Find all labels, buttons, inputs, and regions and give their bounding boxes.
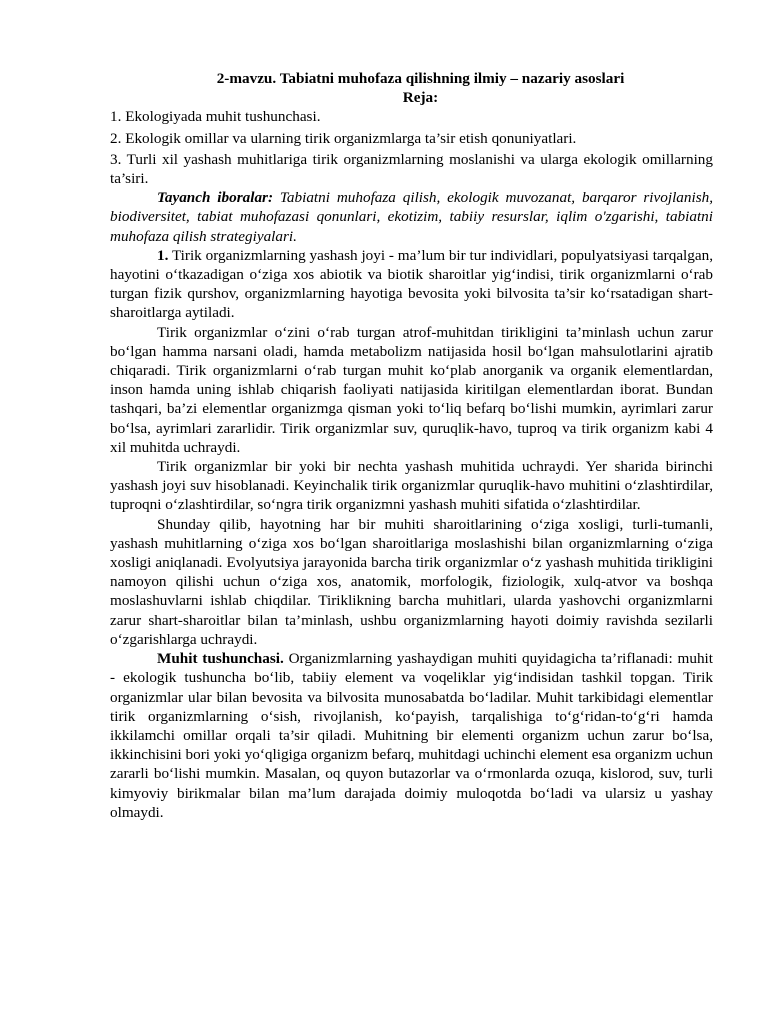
body-paragraph-1: Tirik organizmlar o‘zini o‘rab turgan atrof-muhitdan tirikligini ta’minlash uchun zarur bo‘lgan hamma narsani oladi, hamda metabolizm natijasida hosil bo‘lgan mahsulotlarini ajratib chiqaradi. Tirik organizmlarni o‘rab turgan muhit ko‘plab anorganik va organik elementlardan, inson hamda uning ishlab chiqarish faoliyati natijasida kiritilgan elementlardan iborat. Bundan tashqari, ba’zi elementlar organizmga qisman yoki to‘liq befarq bo‘lishi mumkin, ayrimlari zarur bo‘lsa, ayrimlari zararlidir. Tirik organizmlar suv, quruqlik-havo, tuproq va tirik organizm kabi 4 xil muhitda uchraydi. bbox=[110, 323, 713, 456]
section-1-paragraph bbox=[110, 246, 713, 323]
keywords-text: Tabiatni muhofaza qilish, ekologik muvozanat, barqaror rivojlanish, biodiversitet, tabiat muhofazasi qonunlari, ekotizim, tabiiy resurslar, iqlim o'zgarishi, tabiatni muhofaza qilish strategiyalari. bbox=[110, 189, 714, 245]
plan-item-1: 1. Ekologiyada muhit tushunchasi. bbox=[110, 108, 321, 126]
plan-heading: Reja: bbox=[402, 89, 439, 107]
body-paragraph-3: Shunday qilib, hayotning har bir muhiti sharoitlarining o‘ziga xosligi, turli-tumanli, yashash muhitlarning o‘ziga xos bo‘lgan sharoitlariga moslashishi bilan organizmlarning o‘ziga xosligi aniqlanadi. Evolyutsiya jarayonida barcha tirik organizmlar o‘z yashash muhitida tirikligini namoyon qilishi uchun o‘ziga xos, anatomik, morfologik, fiziologik, xulq-atvor va boshqa moslashuvlarni ishlab chiqdilar. Tiriklikning barcha muhitlari, ularda yashovchi organizmlarni zarur shart-sharoitlar bilan ta’minlash, ushbu organizmlarning hayoti doimiy ravishda sezilarli o‘zgarishlarga uchraydi. bbox=[110, 515, 713, 648]
section-1-number: 1. bbox=[157, 246, 169, 264]
muhit-paragraph bbox=[110, 649, 713, 822]
plan-item-3: 3. Turli xil yashash muhitlariga tirik organizmlarning moslanishi va ularga ekologik omillarning ta’siri. bbox=[110, 150, 713, 188]
keywords-label: Tayanch iboralar: bbox=[157, 189, 274, 207]
plan-item-2: 2. Ekologik omillar va ularning tirik organizmlarga ta’sir etish qonuniyatlari. bbox=[110, 129, 577, 147]
muhit-label: Muhit tushunchasi. bbox=[157, 650, 284, 668]
body-paragraph-2: Tirik organizmlar bir yoki bir nechta yashash muhitida uchraydi. Yer sharida birinchi yashash joyi suv hisoblanadi. Keyinchalik tirik organizmlar quruqlik-havo muhitini o‘zlashtirdilar, tuproqni o‘zlashtirdilar, so‘ngra tirik organizmni yashash muhiti sifatida o‘zlashtirdilar. bbox=[110, 458, 713, 514]
muhit-text: Organizmlarning yashaydigan muhiti quyidagicha ta’riflanadi: muhit - ekologik tushuncha bo‘lib, tabiiy element va voqeliklar yig‘indisidan tashkil topgan. Tirik organizmlar ular bilan bevosita va bilvosita munosabatda bo‘ladilar. Muhit tarkibidagi elementlar tirik organizmlarning o‘sish, rivojlanish, ko‘payish, tarqalishiga to‘g‘ridan-to‘g‘ri hamda ikkilamchi omillar orqali ta’sir qiladi. Muhitning bir elementi organizm uchun zarur bo‘lsa, ikkinchisini bori yoki yo‘qligiga organizm befarq, muhitdagi uchinchi element esa organizm uchun zararli bo‘lishi mumkin. Masalan, oq quyon butazorlar va o‘rmonlarda ozuqa, kislorod, suv, turli kimyoviy birikmalar bilan ma’lum darajada doimiy muloqotda bo‘ladi va ularsiz u yashay olmaydi. bbox=[110, 650, 713, 821]
section-1-text: Tirik organizmlarning yashash joyi - ma’lum bir tur individlari, populyatsiyasi tarqalgan, hayotini o‘tkazadigan o‘ziga xos abiotik va biotik sharoitlar yig‘indisi, tirik organizmlarni o‘rab turgan fizik qurshov, organizmlarning hayotiga bevosita yoki bilvosita ta’sir ko‘rsatadigan shart-sharoitlarga aytiladi. bbox=[110, 246, 713, 322]
document-page bbox=[110, 69, 713, 822]
document-title: 2-mavzu. Tabiatni muhofaza qilishning ilmiy – nazariy asoslari bbox=[216, 70, 625, 87]
keywords-paragraph bbox=[110, 188, 713, 246]
